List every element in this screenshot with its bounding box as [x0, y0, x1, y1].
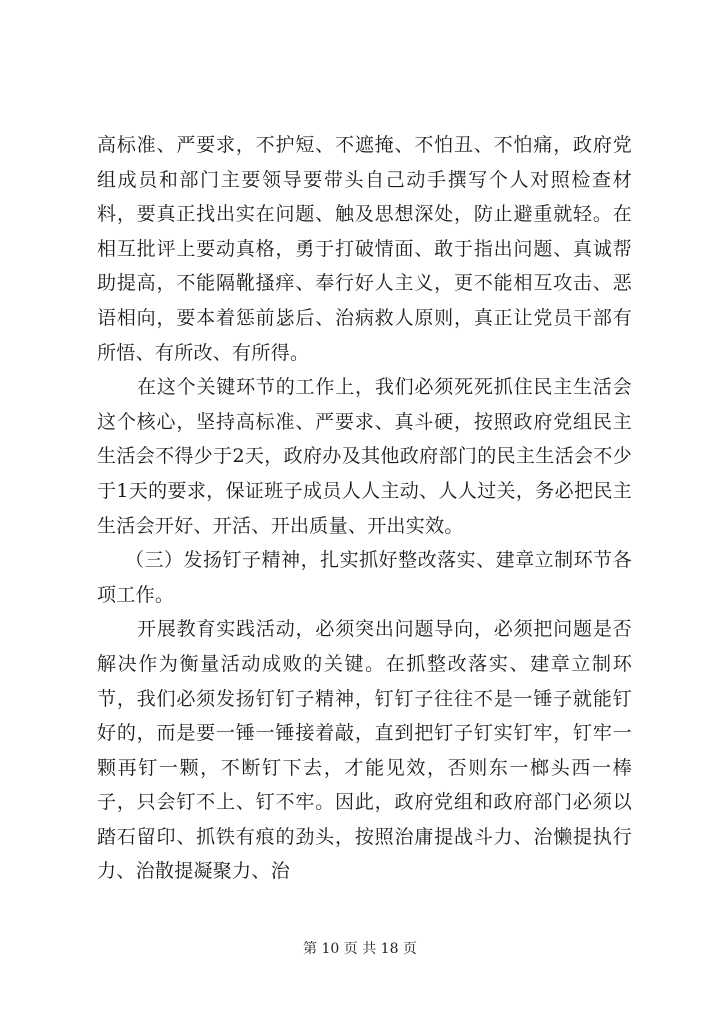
body-text	[97, 128, 632, 889]
paragraph-rectification: 开展教育实践活动，必须突出问题导向，必须把问题是否解决作为衡量活动成败的关键。在抓整改落实、建章立制环节，我们必须发扬钉钉子精神，钉钉子往往不是一锤子就能钉好的，而是要一锤一锤接着敲，直到把钉子钉实钉牢，钉牢一颗再钉一颗，不断钉下去，才能见效，否则东一榔头西一棒子，只会钉不上、钉不牢。因此，政府党组和政府部门必须以踏石留印、抓铁有痕的劲头，按照治庸提战斗力、治懒提执行力、治散提凝聚力、治	[97, 618, 632, 883]
page-number-footer: 第 10 页 共 18 页	[303, 941, 417, 957]
paragraph-democratic-life-meeting: 在这个关键环节的工作上，我们必须死死抓住民主生活会这个核心，坚持高标准、严要求、真斗硬，按照政府党组民主生活会不得少于2天，政府办及其他政府部门的民主生活会不少于1天的要求，保证班子成员人人主动、人人过关，务必把民主生活会开好、开活、开出质量、开出实效。	[97, 376, 632, 537]
paragraph-continuation: 高标准、严要求，不护短、不遮掩、不怕丑、不怕痛，政府党组成员和部门主要领导要带头自己动手撰写个人对照检查材料，要真正找出实在问题、触及思想深处，防止避重就轻。在相互批评上要动真格，勇于打破情面、敢于指出问题、真诚帮助提高，不能隔靴搔痒、奉行好人主义，更不能相互攻击、恶语相向，要本着惩前毖后、治病救人原则，真正让党员干部有所悟、有所改、有所得。	[97, 134, 632, 364]
section-heading-3: （三）发扬钉子精神，扎实抓好整改落实、建章立制环节各项工作。	[97, 549, 632, 606]
